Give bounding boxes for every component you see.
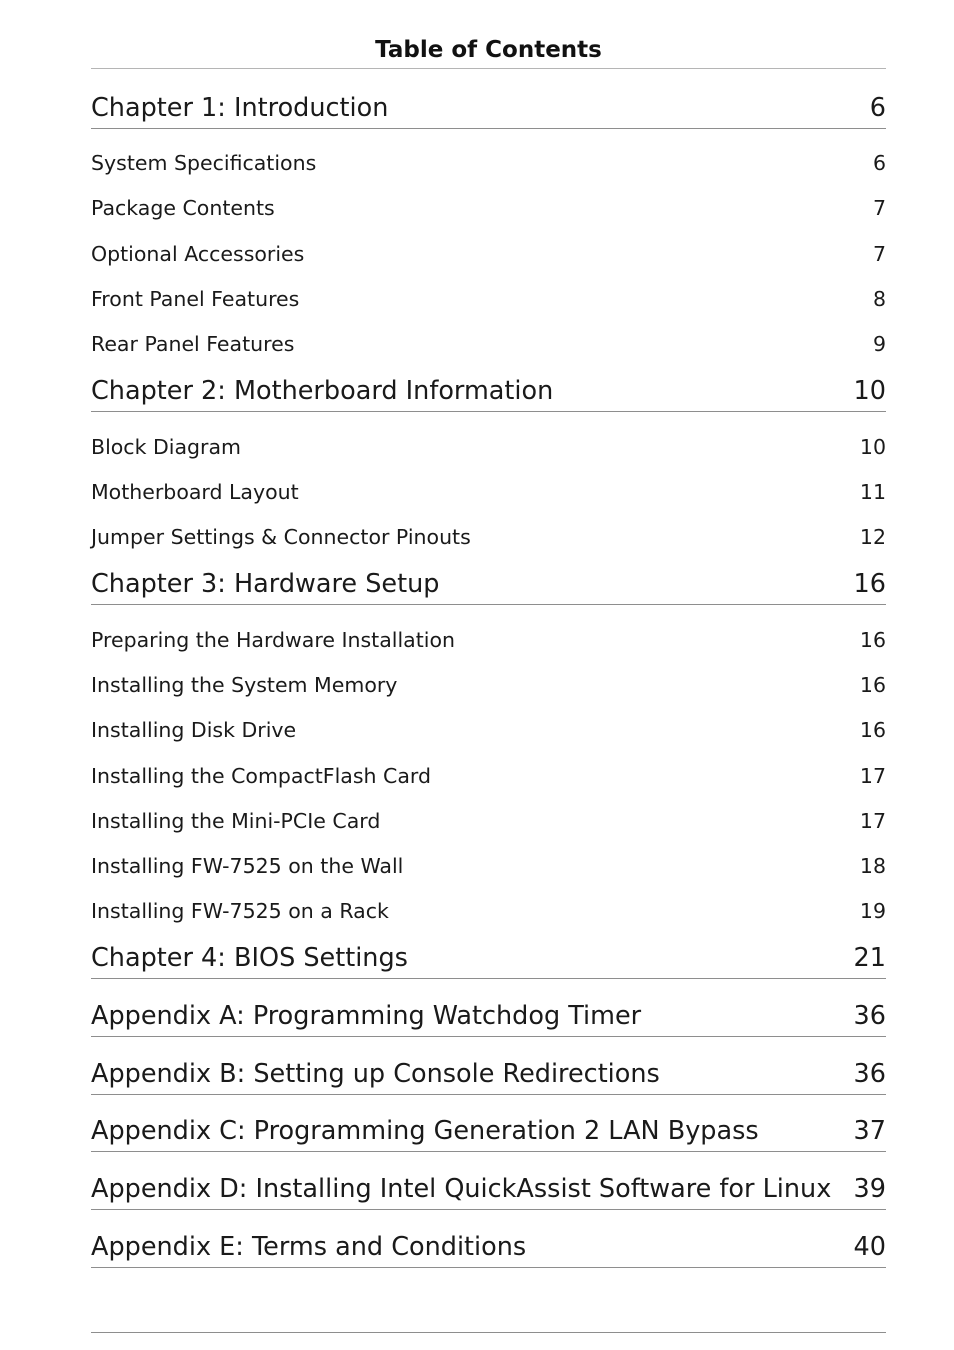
- entry-label: Appendix A: Programming Watchdog Timer: [91, 1001, 642, 1031]
- entry-label: Appendix C: Programming Generation 2 LAN Bypass: [91, 1116, 759, 1146]
- entry-label: Appendix D: Installing Intel QuickAssist Software for Linux: [91, 1174, 832, 1204]
- toc-appendix-e[interactable]: [91, 1227, 886, 1268]
- entry-label: Optional Accessories: [91, 242, 305, 266]
- entry-label: Installing the System Memory: [91, 673, 398, 697]
- toc-section-motherboard-layout[interactable]: [91, 477, 886, 507]
- toc-section-system-specifications[interactable]: [91, 148, 886, 178]
- entry-label: Installing FW-7525 on a Rack: [91, 899, 389, 923]
- entry-page: 9: [872, 332, 886, 356]
- entry-page: 6: [872, 151, 886, 175]
- toc-section-optional-accessories[interactable]: [91, 239, 886, 269]
- entry-page: 16: [859, 628, 886, 652]
- toc-title: Table of Contents: [375, 37, 602, 63]
- toc-section-disk-drive[interactable]: [91, 715, 886, 745]
- entry-page: 7: [872, 242, 886, 266]
- entry-label: Installing FW-7525 on the Wall: [91, 854, 404, 878]
- entry-label: Installing the CompactFlash Card: [91, 764, 431, 788]
- toc-section-package-contents[interactable]: [91, 193, 886, 223]
- toc-chapter-4[interactable]: [91, 938, 886, 979]
- toc-appendix-a[interactable]: [91, 996, 886, 1037]
- entry-label: System Specifications: [91, 151, 317, 175]
- toc-appendix-d[interactable]: [91, 1169, 886, 1210]
- toc-section-compactflash[interactable]: [91, 761, 886, 791]
- entry-page: 40: [853, 1232, 886, 1262]
- entry-label: Block Diagram: [91, 435, 241, 459]
- entry-page: 36: [853, 1059, 886, 1089]
- entry-page: 17: [859, 809, 886, 833]
- entry-label: Package Contents: [91, 196, 275, 220]
- entry-page: 16: [859, 718, 886, 742]
- toc-section-preparing-hardware[interactable]: [91, 625, 886, 655]
- entry-page: 8: [872, 287, 886, 311]
- toc-section-block-diagram[interactable]: [91, 432, 886, 462]
- entry-page: 19: [859, 899, 886, 923]
- entry-page: 18: [859, 854, 886, 878]
- entry-label: Chapter 3: Hardware Setup: [91, 569, 440, 599]
- entry-page: 39: [853, 1174, 886, 1204]
- footer-divider: [91, 1332, 886, 1333]
- entry-label: Rear Panel Features: [91, 332, 295, 356]
- entry-page: 16: [853, 569, 886, 599]
- entry-page: 36: [853, 1001, 886, 1031]
- entry-label: Appendix B: Setting up Console Redirections: [91, 1059, 660, 1089]
- entry-label: Jumper Settings & Connector Pinouts: [91, 525, 471, 549]
- entry-page: 17: [859, 764, 886, 788]
- toc-section-jumper-settings[interactable]: [91, 522, 886, 552]
- entry-label: Motherboard Layout: [91, 480, 299, 504]
- entry-page: 11: [859, 480, 886, 504]
- entry-page: 21: [853, 943, 886, 973]
- entry-label: Appendix E: Terms and Conditions: [91, 1232, 527, 1262]
- entry-label: Installing Disk Drive: [91, 718, 297, 742]
- entry-page: 12: [859, 525, 886, 549]
- entry-page: 16: [859, 673, 886, 697]
- toc-appendix-b[interactable]: [91, 1054, 886, 1095]
- entry-label: Chapter 1: Introduction: [91, 93, 389, 123]
- entry-label: Preparing the Hardware Installation: [91, 628, 456, 652]
- entry-page: 37: [853, 1116, 886, 1146]
- entry-page: 10: [859, 435, 886, 459]
- toc-chapter-3[interactable]: [91, 564, 886, 605]
- entry-label: Chapter 2: Motherboard Information: [91, 376, 554, 406]
- toc-chapter-1[interactable]: [91, 88, 886, 129]
- entry-page: 6: [869, 93, 886, 123]
- toc-section-wall-mount[interactable]: [91, 851, 886, 881]
- toc-section-rear-panel-features[interactable]: [91, 329, 886, 359]
- toc-section-rack-mount[interactable]: [91, 896, 886, 926]
- toc-section-system-memory[interactable]: [91, 670, 886, 700]
- toc-chapter-2[interactable]: [91, 371, 886, 412]
- title-divider: [91, 68, 886, 69]
- entry-label: Front Panel Features: [91, 287, 300, 311]
- entry-label: Installing the Mini-PCIe Card: [91, 809, 381, 833]
- entry-label: Chapter 4: BIOS Settings: [91, 943, 408, 973]
- toc-section-mini-pcie[interactable]: [91, 806, 886, 836]
- entry-page: 10: [853, 376, 886, 406]
- toc-section-front-panel-features[interactable]: [91, 284, 886, 314]
- entry-page: 7: [872, 196, 886, 220]
- toc-appendix-c[interactable]: [91, 1111, 886, 1152]
